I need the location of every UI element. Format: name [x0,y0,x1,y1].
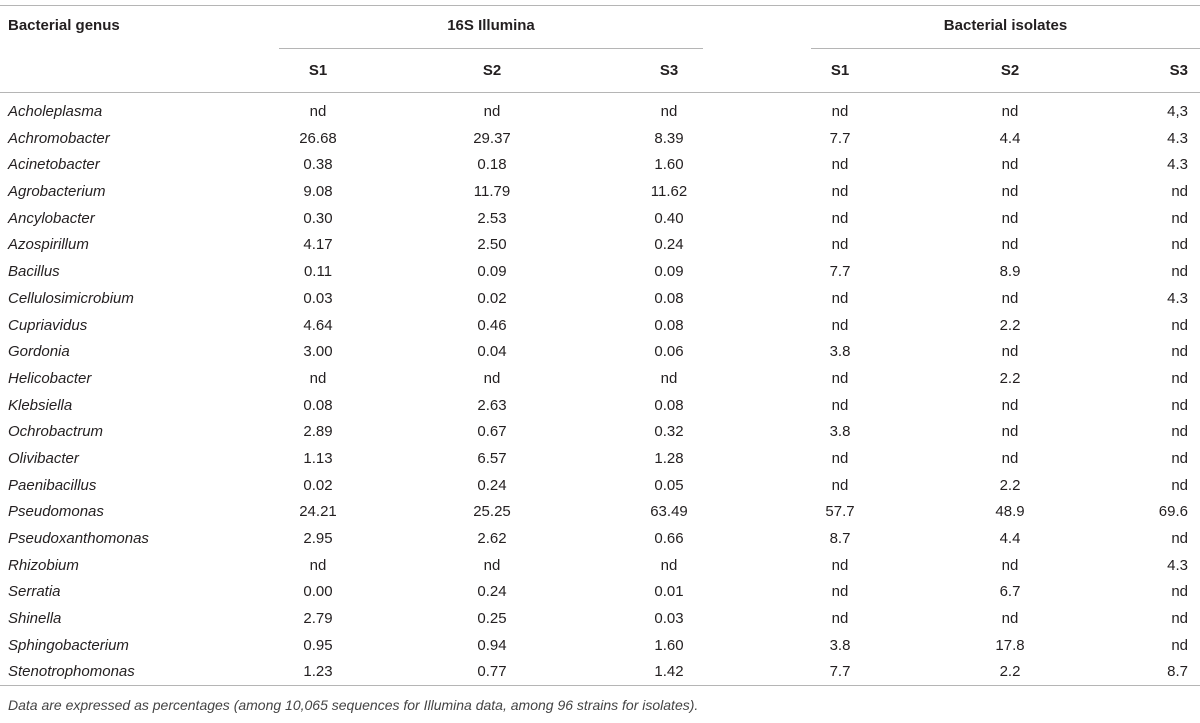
value-cell: 1.13 [303,449,333,467]
value-cell: nd [1171,209,1188,227]
genus-cell: Agrobacterium [8,183,106,201]
value-cell: 6.7 [999,583,1021,601]
value-cell: nd [660,556,678,574]
value-cell: nd [1001,343,1019,361]
genus-cell: Helicobacter [8,369,92,387]
value-cell: nd [1001,556,1019,574]
value-cell: nd [1001,236,1019,254]
value-cell: 0.08 [654,289,684,307]
value-cell: nd [309,103,327,120]
illumina-group-rule [279,48,703,49]
value-cell: 0.24 [477,583,507,601]
value-cell: 69.6 [1158,503,1188,521]
value-cell: nd [309,556,327,574]
value-cell: 7.7 [829,663,851,681]
value-cell: 2.50 [477,236,507,254]
value-cell: 1.60 [654,636,684,654]
value-cell: 0.25 [477,610,507,628]
table-row [0,286,1200,313]
genus-cell: Ancylobacter [8,209,95,227]
genus-cell: Bacillus [8,263,60,281]
subheader-isolates-s3: S3 [1169,62,1188,79]
value-cell: nd [483,369,501,387]
value-cell: 1.23 [303,663,333,681]
value-cell: 4.3 [1167,289,1188,307]
table-row [0,206,1200,233]
value-cell: 4.64 [303,316,333,334]
value-cell: 0.04 [477,343,507,361]
genus-cell: Achromobacter [8,129,110,147]
value-cell: 0.05 [654,476,684,494]
value-cell: nd [1171,396,1188,414]
value-cell: nd [309,369,327,387]
value-cell: 0.95 [303,636,333,654]
value-cell: nd [483,103,501,120]
header-bacterial-isolates: Bacterial isolates [943,17,1068,34]
value-cell: 2.2 [999,663,1021,681]
value-cell: 3.8 [829,636,851,654]
value-cell: nd [831,316,849,334]
value-cell: 0.66 [654,530,684,547]
subheader-illumina-s2: S2 [482,62,502,79]
value-cell: 3.8 [829,423,851,441]
subheader-isolates-s1: S1 [830,62,850,79]
value-cell: 0.08 [654,396,684,414]
value-cell: nd [1171,343,1188,361]
table-row [0,99,1200,126]
value-cell: 0.77 [477,663,507,681]
table-row [0,473,1200,500]
value-cell: nd [831,449,849,467]
value-cell: 25.25 [473,503,511,521]
value-cell: 11.62 [650,183,688,201]
value-cell: 2.89 [303,423,333,441]
value-cell: 0.46 [477,316,507,334]
value-cell: 8.7 [829,530,851,547]
value-cell: 0.03 [654,610,684,628]
table-row [0,499,1200,526]
value-cell: nd [1001,289,1019,307]
table-row [0,526,1200,553]
value-cell: 0.01 [654,583,684,601]
value-cell: 2.53 [477,209,507,227]
value-cell: nd [1001,183,1019,201]
genus-cell: Shinella [8,610,62,628]
value-cell: nd [1171,263,1188,281]
value-cell: 0.24 [477,476,507,494]
value-cell: 4.3 [1167,129,1188,147]
value-cell: 2.79 [303,610,333,628]
value-cell: nd [831,610,849,628]
genus-cell: Acholeplasma [8,103,103,120]
value-cell: 0.67 [477,423,507,441]
value-cell: 3.8 [829,343,851,361]
value-cell: 11.79 [473,183,511,201]
value-cell: 0.38 [303,156,333,174]
table-row [0,446,1200,473]
value-cell: 17.8 [995,636,1025,654]
value-cell: 7.7 [829,263,851,281]
table-row [0,606,1200,633]
value-cell: 0.08 [654,316,684,334]
value-cell: 0.00 [303,583,333,601]
genus-cell: Pseudoxanthomonas [8,530,149,547]
genus-cell: Olivibacter [8,449,79,467]
table-row [0,579,1200,606]
table-row [0,152,1200,179]
value-cell: 6.57 [477,449,507,467]
value-cell: 24.21 [299,503,337,521]
value-cell: nd [1171,369,1188,387]
value-cell: 0.02 [303,476,333,494]
genus-cell: Paenibacillus [8,476,97,494]
value-cell: 0.30 [303,209,333,227]
value-cell: 4,3 [1167,103,1188,120]
value-cell: 1.28 [654,449,684,467]
value-cell: 2.63 [477,396,507,414]
value-cell: nd [1171,530,1188,547]
isolates-group-rule [811,48,1200,49]
value-cell: 57.7 [825,503,855,521]
genus-cell: Ochrobactrum [8,423,104,441]
value-cell: 9.08 [303,183,333,201]
value-cell: nd [1001,396,1019,414]
value-cell: 2.95 [303,530,333,547]
value-cell: 48.9 [995,503,1025,521]
value-cell: nd [1171,236,1188,254]
value-cell: nd [1001,610,1019,628]
genus-cell: Stenotrophomonas [8,663,135,681]
header-16s-illumina: 16S Illumina [447,17,535,34]
table-row [0,179,1200,206]
value-cell: 63.49 [650,503,688,521]
bottom-rule [0,685,1200,686]
value-cell: nd [1171,476,1188,494]
subheader-rule [0,92,1200,93]
genus-cell: Rhizobium [8,556,79,574]
value-cell: nd [1001,449,1019,467]
value-cell: 4.3 [1167,156,1188,174]
value-cell: nd [831,583,849,601]
value-cell: nd [1001,156,1019,174]
value-cell: 4.4 [999,530,1021,547]
value-cell: 2.2 [999,369,1021,387]
table-row [0,126,1200,153]
value-cell: 29.37 [473,129,511,147]
value-cell: 8.9 [999,263,1021,281]
value-cell: 0.94 [477,636,507,654]
value-cell: 0.40 [654,209,684,227]
subheader-isolates-s2: S2 [1000,62,1020,79]
value-cell: nd [831,156,849,174]
subheader-illumina-s1: S1 [308,62,328,79]
value-cell: 0.11 [303,263,333,281]
table-row [0,259,1200,286]
value-cell: 4.3 [1167,556,1188,574]
value-cell: 2.2 [999,476,1021,494]
value-cell: 2.62 [477,530,507,547]
header-bacterial-genus: Bacterial genus [8,17,120,34]
value-cell: 7.7 [829,129,851,147]
table-footnote: Data are expressed as percentages (among 10,065 sequences for Illumina data, among 96 strains for isolates). [8,697,699,713]
value-cell: nd [660,369,678,387]
table-row [0,393,1200,420]
value-cell: 26.68 [299,129,337,147]
value-cell: nd [1171,183,1188,201]
value-cell: nd [831,289,849,307]
value-cell: nd [831,183,849,201]
value-cell: 4.17 [303,236,333,254]
value-cell: nd [660,103,678,120]
value-cell: 1.42 [654,663,684,681]
value-cell: 0.24 [654,236,684,254]
value-cell: nd [483,556,501,574]
value-cell: nd [831,103,849,120]
value-cell: 0.18 [477,156,507,174]
table-body [0,99,1200,686]
genus-cell: Sphingobacterium [8,636,129,654]
value-cell: 0.02 [477,289,507,307]
subheader-illumina-s3: S3 [659,62,679,79]
genus-cell: Azospirillum [8,236,89,254]
genus-cell: Gordonia [8,343,70,361]
value-cell: 3.00 [303,343,333,361]
value-cell: nd [1171,610,1188,628]
top-rule [0,5,1200,6]
value-cell: nd [1001,423,1019,441]
value-cell: nd [831,476,849,494]
value-cell: 1.60 [654,156,684,174]
value-cell: 0.09 [654,263,684,281]
value-cell: 0.03 [303,289,333,307]
genus-cell: Klebsiella [8,396,73,414]
table-row [0,659,1200,686]
value-cell: nd [831,396,849,414]
value-cell: 0.09 [477,263,507,281]
value-cell: nd [831,369,849,387]
table-row [0,633,1200,660]
value-cell: 0.08 [303,396,333,414]
value-cell: nd [1171,316,1188,334]
value-cell: nd [831,236,849,254]
value-cell: 8.7 [1167,663,1188,681]
value-cell: 0.32 [654,423,684,441]
genus-cell: Acinetobacter [8,156,100,174]
genus-cell: Serratia [8,583,61,601]
table-row [0,419,1200,446]
table-row [0,232,1200,259]
value-cell: nd [831,209,849,227]
genus-cell: Cupriavidus [8,316,88,334]
table-row [0,313,1200,340]
value-cell: nd [831,556,849,574]
value-cell: 8.39 [654,129,684,147]
value-cell: nd [1171,423,1188,441]
value-cell: nd [1171,583,1188,601]
genus-cell: Pseudomonas [8,503,104,521]
value-cell: nd [1001,103,1019,120]
table-row [0,553,1200,580]
table-row [0,366,1200,393]
value-cell: nd [1171,636,1188,654]
value-cell: 4.4 [999,129,1021,147]
table-row [0,339,1200,366]
value-cell: 0.06 [654,343,684,361]
value-cell: nd [1001,209,1019,227]
genus-cell: Cellulosimicrobium [8,289,134,307]
value-cell: 2.2 [999,316,1021,334]
value-cell: nd [1171,449,1188,467]
